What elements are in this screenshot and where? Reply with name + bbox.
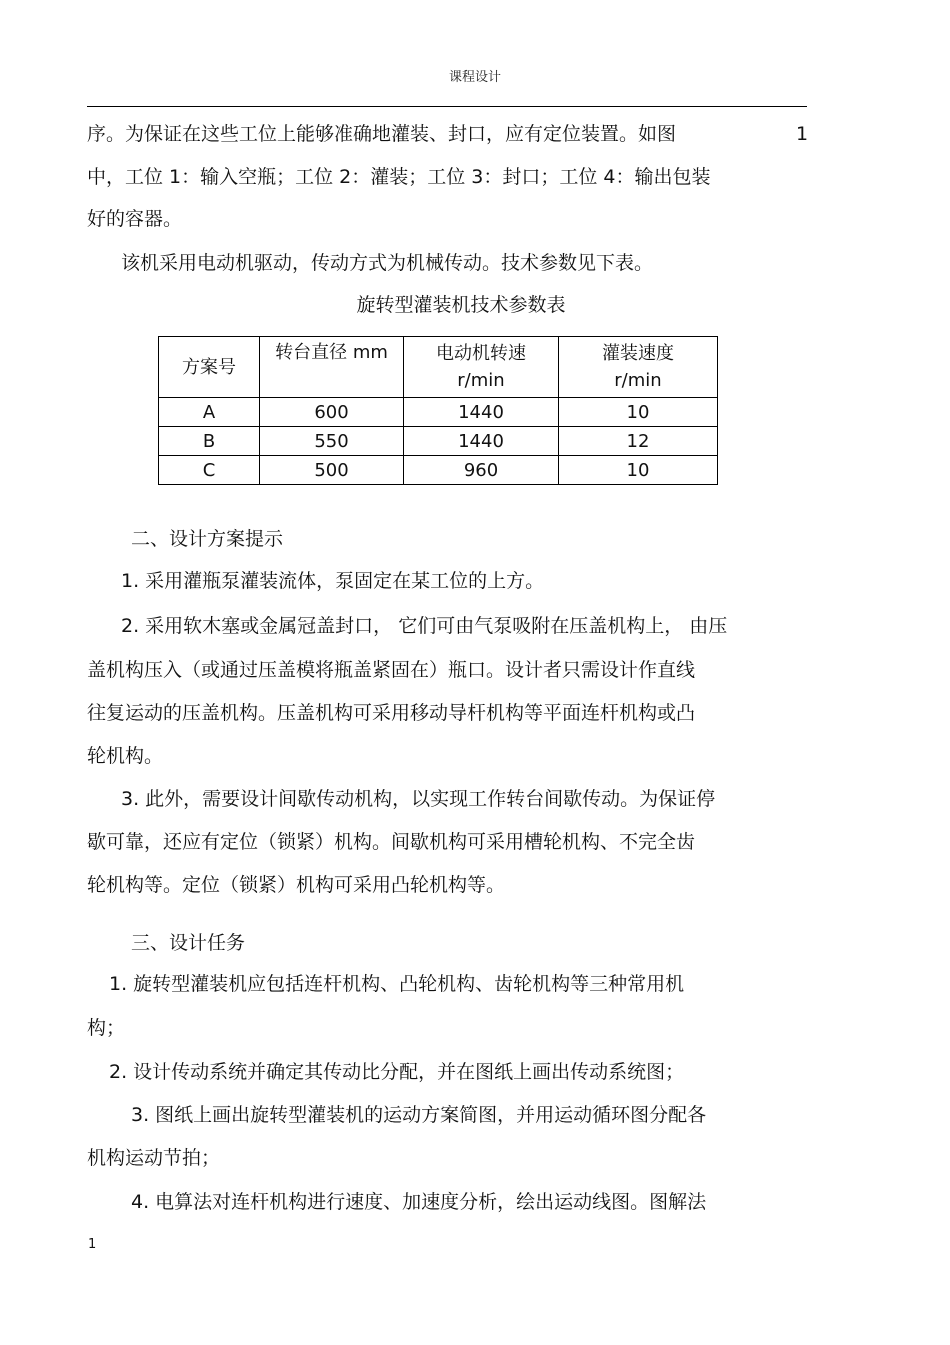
table-cell: 550: [260, 427, 404, 456]
table-cell: C: [159, 456, 260, 485]
table-cell: A: [159, 398, 260, 427]
section-2-line: 歇可靠，还应有定位（锁紧）机构。间歇机构可采用槽轮机构、不完全齿: [87, 831, 696, 853]
table-cell: 10: [559, 456, 718, 485]
table-cell: 10: [559, 398, 718, 427]
parameter-table: [158, 336, 718, 485]
section-2-line: 轮机构。: [87, 745, 164, 767]
intro-line-3: 好的容器。: [87, 208, 183, 230]
section-3-line: 4. 电算法对连杆机构进行速度、加速度分析，绘出运动线图。图解法: [131, 1191, 707, 1213]
table-cell: 500: [260, 456, 404, 485]
section-2-line: 轮机构等。定位（锁紧）机构可采用凸轮机构等。: [87, 874, 506, 896]
section-2-line: 3. 此外，需要设计间歇传动机构，以实现工作转台间歇传动。为保证停: [121, 788, 716, 810]
page-header-title: 课程设计: [448, 70, 501, 85]
intro-line-2: 中，工位 1：输入空瓶；工位 2：灌装；工位 3：封口；工位 4：输出包装: [87, 166, 711, 188]
section-3-line: 1. 旋转型灌装机应包括连杆机构、凸轮机构、齿轮机构等三种常用机: [109, 973, 685, 995]
intro-line-4: 该机采用电动机驱动，传动方式为机械传动。技术参数见下表。: [121, 252, 654, 274]
section-3-line: 3. 图纸上画出旋转型灌装机的运动方案简图，并用运动循环图分配各: [131, 1104, 707, 1126]
intro-figure-number: 1: [796, 123, 809, 145]
section-3-heading: 三、设计任务: [131, 932, 246, 954]
table-cell: 1440: [404, 427, 559, 456]
section-3-line: 2. 设计传动系统并确定其传动比分配，并在图纸上画出传动系统图；: [109, 1061, 685, 1083]
table-header-cell: 转台直径 mm: [260, 337, 404, 398]
section-3-line: 构；: [87, 1017, 126, 1039]
table-header-row: [159, 337, 718, 398]
table-row: [159, 427, 718, 456]
table-row: [159, 398, 718, 427]
section-2-heading: 二、设计方案提示: [131, 528, 284, 550]
table-header-cell: 方案号: [159, 337, 260, 398]
table-cell: B: [159, 427, 260, 456]
section-2-line: 往复运动的压盖机构。压盖机构可采用移动导杆机构等平面连杆机构或凸: [87, 702, 696, 724]
table-row: [159, 456, 718, 485]
section-2-line: 2. 采用软木塞或金属冠盖封口， 它们可由气泵吸附在压盖机构上， 由压: [121, 615, 728, 637]
table-cell: 12: [559, 427, 718, 456]
table-header-cell: 灌装速度 r/min: [559, 337, 718, 398]
page-number: 1: [88, 1237, 97, 1252]
table-cell: 600: [260, 398, 404, 427]
table-cell: 960: [404, 456, 559, 485]
table-header-cell: 电动机转速 r/min: [404, 337, 559, 398]
intro-line-1: 序。为保证在这些工位上能够准确地灌装、封口，应有定位装置。如图: [87, 123, 677, 145]
section-2-line: 盖机构压入（或通过压盖模将瓶盖紧固在）瓶口。设计者只需设计作直线: [87, 659, 696, 681]
table-title: 旋转型灌装机技术参数表: [356, 294, 566, 316]
header-divider: [87, 106, 807, 107]
table-cell: 1440: [404, 398, 559, 427]
section-3-line: 机构运动节拍；: [87, 1147, 221, 1169]
section-2-line: 1. 采用灌瓶泵灌装流体，泵固定在某工位的上方。: [121, 570, 545, 592]
